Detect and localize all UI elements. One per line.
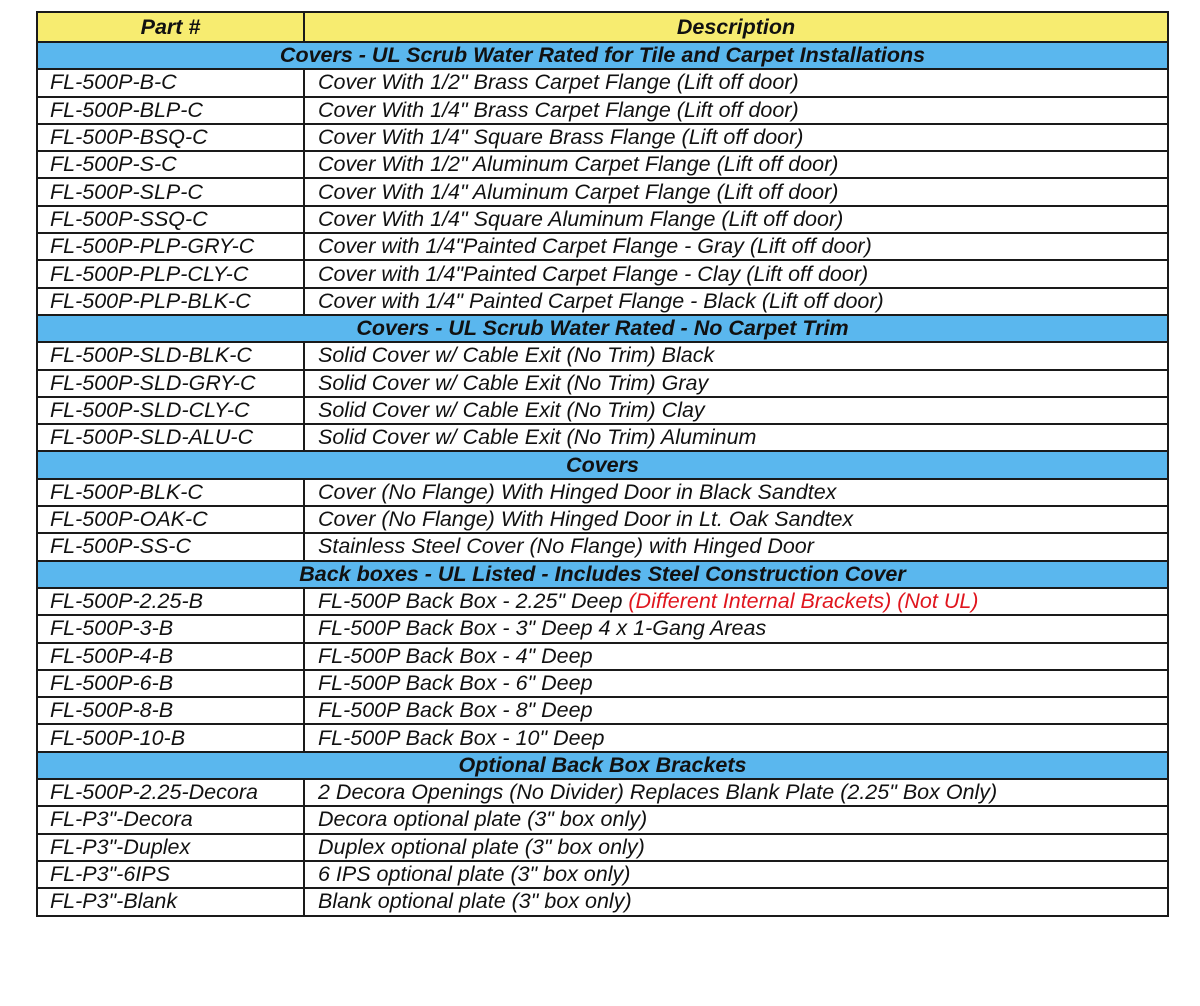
description-text: Stainless Steel Cover (No Flange) with Hinged Door [318, 534, 814, 559]
description-text: 6 IPS optional plate (3" box only) [318, 862, 631, 887]
description-cell [304, 397, 1168, 424]
description-cell [304, 724, 1168, 751]
part-number-cell: FL-500P-PLP-BLK-C [37, 288, 304, 315]
part-number-cell: FL-500P-6-B [37, 670, 304, 697]
part-number-cell: FL-500P-PLP-GRY-C [37, 233, 304, 260]
table-row [37, 397, 1168, 424]
table-row [37, 615, 1168, 642]
header-part-cell: Part # [37, 12, 304, 42]
header-row [37, 12, 1168, 42]
part-number-cell: FL-500P-2.25-Decora [37, 779, 304, 806]
part-number-cell: FL-500P-SLD-BLK-C [37, 342, 304, 369]
description-text: FL-500P Back Box - 2.25" Deep [318, 589, 629, 614]
description-text: Decora optional plate (3" box only) [318, 807, 648, 832]
description-text: Cover with 1/4" Painted Carpet Flange - Black (Lift off door) [318, 288, 884, 313]
part-number-cell: FL-500P-4-B [37, 643, 304, 670]
description-cell [304, 178, 1168, 205]
part-number-cell: FL-500P-SLD-GRY-C [37, 370, 304, 397]
part-number-cell: FL-500P-B-C [37, 69, 304, 96]
table-row [37, 861, 1168, 888]
table-row [37, 342, 1168, 369]
table-row [37, 806, 1168, 833]
table-row [37, 178, 1168, 205]
section-title: Back boxes - UL Listed - Includes Steel Construction Cover [37, 561, 1168, 588]
part-number-cell: FL-P3"-6IPS [37, 861, 304, 888]
table-row [37, 724, 1168, 751]
description-cell [304, 97, 1168, 124]
part-number-cell: FL-500P-S-C [37, 151, 304, 178]
description-text: FL-500P Back Box - 4" Deep [318, 643, 593, 668]
description-cell [304, 834, 1168, 861]
section-title: Covers - UL Scrub Water Rated - No Carpet Trim [37, 315, 1168, 342]
description-cell [304, 888, 1168, 915]
description-cell [304, 615, 1168, 642]
description-cell [304, 151, 1168, 178]
description-cell [304, 233, 1168, 260]
description-cell [304, 288, 1168, 315]
table-row [37, 588, 1168, 615]
table-row [37, 206, 1168, 233]
description-text: Cover With 1/4" Aluminum Carpet Flange (Lift off door) [318, 179, 839, 204]
part-number-cell: FL-500P-SSQ-C [37, 206, 304, 233]
description-text: FL-500P Back Box - 8" Deep [318, 698, 593, 723]
table-row [37, 643, 1168, 670]
description-cell [304, 342, 1168, 369]
description-cell [304, 506, 1168, 533]
description-text: Cover With 1/2" Brass Carpet Flange (Lift off door) [318, 70, 799, 95]
section-title: Optional Back Box Brackets [37, 752, 1168, 779]
table-row [37, 97, 1168, 124]
description-text: Duplex optional plate (3" box only) [318, 834, 645, 859]
section-header-row [37, 752, 1168, 779]
parts-table-body [37, 12, 1168, 916]
description-text: Cover (No Flange) With Hinged Door in Black Sandtex [318, 479, 837, 504]
description-text: Solid Cover w/ Cable Exit (No Trim) Gray [318, 370, 709, 395]
description-cell [304, 124, 1168, 151]
part-number-cell: FL-500P-SLD-CLY-C [37, 397, 304, 424]
table-row [37, 69, 1168, 96]
description-text: FL-500P Back Box - 6" Deep [318, 670, 593, 695]
part-number-cell: FL-P3"-Duplex [37, 834, 304, 861]
description-text: FL-500P Back Box - 10" Deep [318, 725, 605, 750]
description-note: (Different Internal Brackets) (Not UL) [628, 589, 979, 614]
description-text: Cover with 1/4"Painted Carpet Flange - Clay (Lift off door) [318, 261, 869, 286]
description-text: Blank optional plate (3" box only) [318, 889, 632, 914]
table-row [37, 697, 1168, 724]
description-cell [304, 806, 1168, 833]
part-number-cell: FL-500P-PLP-CLY-C [37, 260, 304, 287]
part-number-cell: FL-500P-SLD-ALU-C [37, 424, 304, 451]
table-row [37, 124, 1168, 151]
description-text: Cover With 1/4" Brass Carpet Flange (Lift off door) [318, 97, 799, 122]
table-row [37, 834, 1168, 861]
description-cell [304, 670, 1168, 697]
part-number-cell: FL-500P-SLP-C [37, 178, 304, 205]
part-number-cell: FL-500P-SS-C [37, 533, 304, 560]
description-cell [304, 206, 1168, 233]
description-text: FL-500P Back Box - 3" Deep 4 x 1-Gang Areas [318, 616, 767, 641]
table-row [37, 288, 1168, 315]
table-row [37, 779, 1168, 806]
description-cell [304, 861, 1168, 888]
section-title: Covers [37, 451, 1168, 478]
description-cell [304, 697, 1168, 724]
table-row [37, 151, 1168, 178]
table-row [37, 506, 1168, 533]
description-cell [304, 424, 1168, 451]
description-text: Cover With 1/4" Square Brass Flange (Lift off door) [318, 125, 804, 150]
table-row [37, 260, 1168, 287]
description-text: Cover with 1/4"Painted Carpet Flange - Gray (Lift off door) [318, 234, 872, 259]
section-header-row [37, 451, 1168, 478]
section-header-row [37, 561, 1168, 588]
description-text: Cover With 1/2" Aluminum Carpet Flange (Lift off door) [318, 152, 839, 177]
part-number-cell: FL-P3"-Decora [37, 806, 304, 833]
parts-table [36, 11, 1169, 917]
table-row [37, 370, 1168, 397]
part-number-cell: FL-500P-10-B [37, 724, 304, 751]
part-number-cell: FL-500P-OAK-C [37, 506, 304, 533]
table-row [37, 479, 1168, 506]
description-text: Cover With 1/4" Square Aluminum Flange (Lift off door) [318, 206, 844, 231]
part-number-cell: FL-500P-3-B [37, 615, 304, 642]
table-row [37, 233, 1168, 260]
description-text: 2 Decora Openings (No Divider) Replaces Blank Plate (2.25" Box Only) [318, 780, 998, 805]
part-number-cell: FL-500P-BLP-C [37, 97, 304, 124]
table-row [37, 533, 1168, 560]
part-number-cell: FL-500P-BLK-C [37, 479, 304, 506]
description-cell [304, 479, 1168, 506]
part-number-cell: FL-P3"-Blank [37, 888, 304, 915]
description-cell [304, 779, 1168, 806]
part-number-cell: FL-500P-8-B [37, 697, 304, 724]
description-text: Solid Cover w/ Cable Exit (No Trim) Clay [318, 398, 705, 422]
part-number-cell: FL-500P-2.25-B [37, 588, 304, 615]
description-cell [304, 370, 1168, 397]
description-cell [304, 643, 1168, 670]
description-cell [304, 260, 1168, 287]
description-text: Solid Cover w/ Cable Exit (No Trim) Aluminum [318, 425, 757, 450]
description-text: Cover (No Flange) With Hinged Door in Lt. Oak Sandtex [318, 507, 854, 532]
header-description-cell: Description [304, 12, 1168, 42]
description-text: Solid Cover w/ Cable Exit (No Trim) Black [318, 343, 715, 368]
description-cell [304, 533, 1168, 560]
section-header-row [37, 42, 1168, 69]
table-row [37, 670, 1168, 697]
table-row [37, 888, 1168, 915]
description-cell [304, 69, 1168, 96]
part-number-cell: FL-500P-BSQ-C [37, 124, 304, 151]
section-title: Covers - UL Scrub Water Rated for Tile and Carpet Installations [37, 42, 1168, 69]
section-header-row [37, 315, 1168, 342]
description-cell [304, 588, 1168, 615]
table-row [37, 424, 1168, 451]
